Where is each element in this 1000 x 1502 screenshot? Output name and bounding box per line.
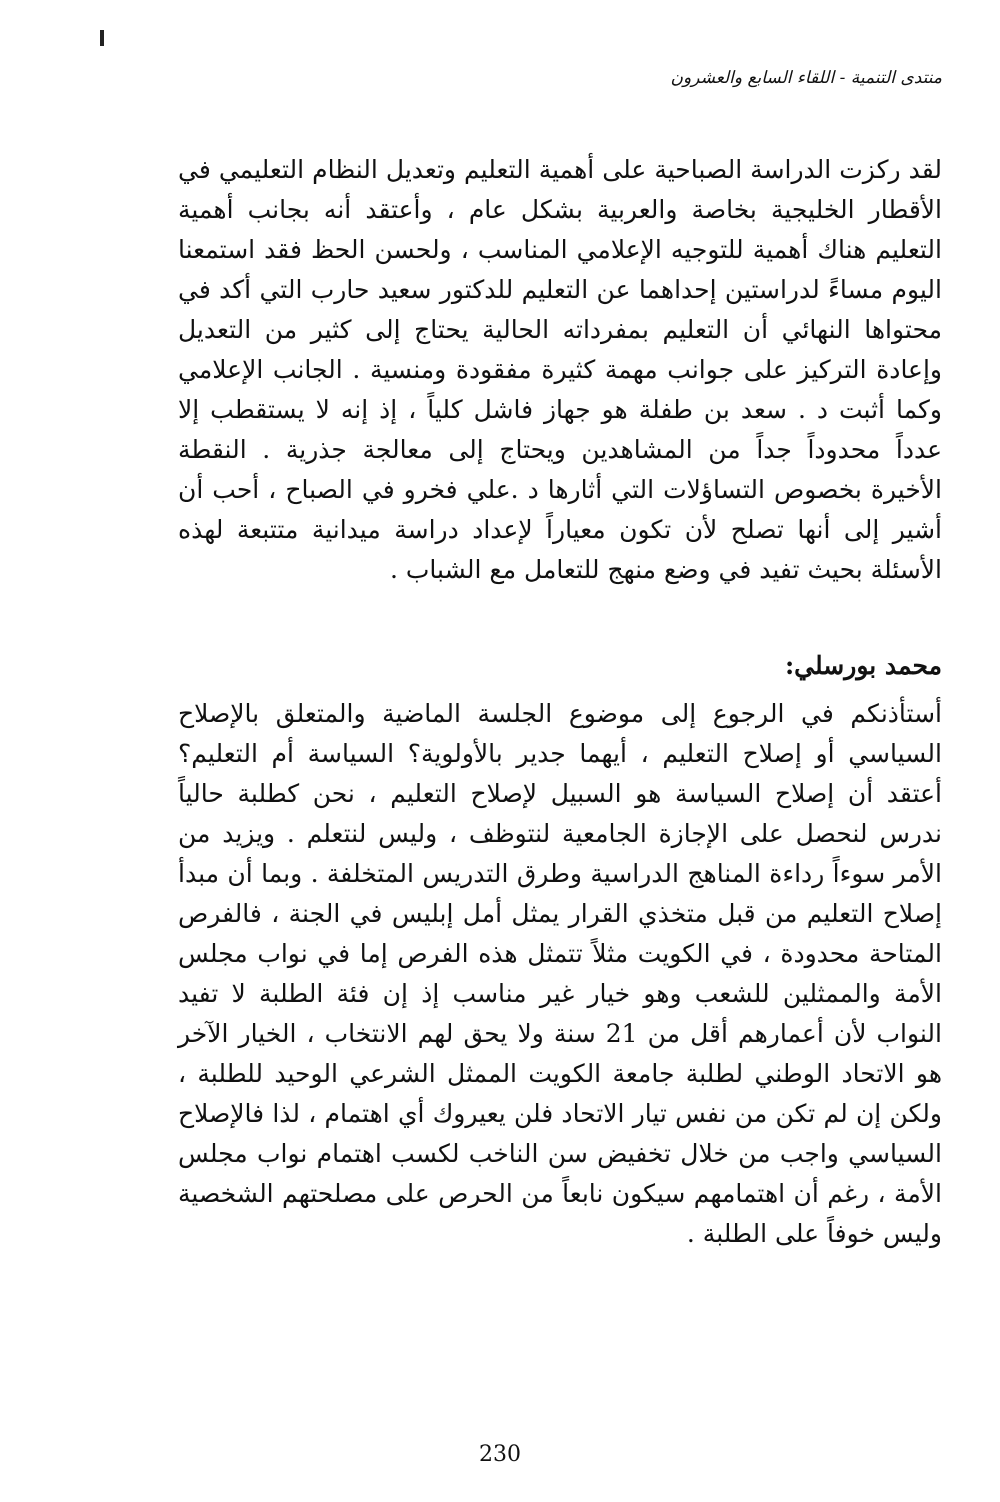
margin-mark — [100, 30, 104, 46]
page-number: 230 — [479, 1442, 521, 1467]
running-header: منتدى التنمية - اللقاء السابع والعشرون — [670, 68, 942, 88]
speaker-name: محمد بورسلي: — [784, 651, 942, 680]
paragraph-1: لقد ركزت الدراسة الصباحية على أهمية التعليم وتعديل النظام التعليمي في الأقطار الخليجية بخاصة والعربية بشكل عام ، وأعتقد أنه بجانب أهمية التعليم هناك أهمية للتوجيه الإعلامي المناسب ، ولحسن الحظ فقد استمعنا اليوم مساءً لدراستين إحداهما عن التعليم للدكتور سعيد حارب التي أكد في محتواها النهائي أن التعليم بمفرداته الحالية يحتاج إلى كثير من التعديل وإعادة التركيز على جوانب مهمة كثيرة مفقودة ومنسية . الجانب الإعلامي وكما أثبت د . سعد بن طفلة هو جهاز فاشل كلياً ، إذ إنه لا يستقطب إلا عدداً محدوداً جداً من المشاهدين ويحتاج إلى معالجة جذرية . النقطة الأخيرة بخصوص التساؤلات التي أثارها د .علي فخرو في الصباح ، أحب أن أشير إلى أنها تصلح لأن تكون معياراً لإعداد دراسة ميدانية متتبعة لهذه الأسئلة بحيث تفيد في وضع منهج للتعامل مع الشباب . — [178, 155, 942, 584]
paragraph-2: أستأذنكم في الرجوع إلى موضوع الجلسة الماضية والمتعلق بالإصلاح السياسي أو إصلاح التعليم ، أيهما جدير بالأولوية؟ السياسة أم التعليم؟ أعتقد أن إصلاح السياسة هو السبيل لإصلاح التعليم ، نحن كطلبة حالياً ندرس لنحصل على الإجازة الجامعية لنتوظف ، وليس لنتعلم . ويزيد من الأمر سوءاً رداءة المناهج الدراسية وطرق التدريس المتخلفة . وبما أن مبدأ إصلاح التعليم من قبل متخذي القرار يمثل أمل إبليس في الجنة ، فالفرص المتاحة محدودة ، في الكويت مثلاً تتمثل هذه الفرص إما في نواب مجلس الأمة والممثلين للشعب وهو خيار غير مناسب إذ إن فئة الطلبة لا تفيد النواب لأن أعمارهم أقل من 21 سنة ولا يحق لهم الانتخاب ، الخيار الآخر هو الاتحاد الوطني لطلبة جامعة الكويت الممثل الشرعي الوحيد للطلبة ، ولكن إن لم تكن من نفس تيار الاتحاد فلن يعيروك أي اهتمام ، لذا فالإصلاح السياسي واجب من خلال تخفيض سن الناخب لكسب اهتمام نواب مجلس الأمة ، رغم أن اهتمامهم سيكون نابعاً من الحرص على مصلحتهم الشخصية وليس خوفاً على الطلبة . — [178, 699, 942, 1248]
body-text — [178, 150, 942, 1254]
